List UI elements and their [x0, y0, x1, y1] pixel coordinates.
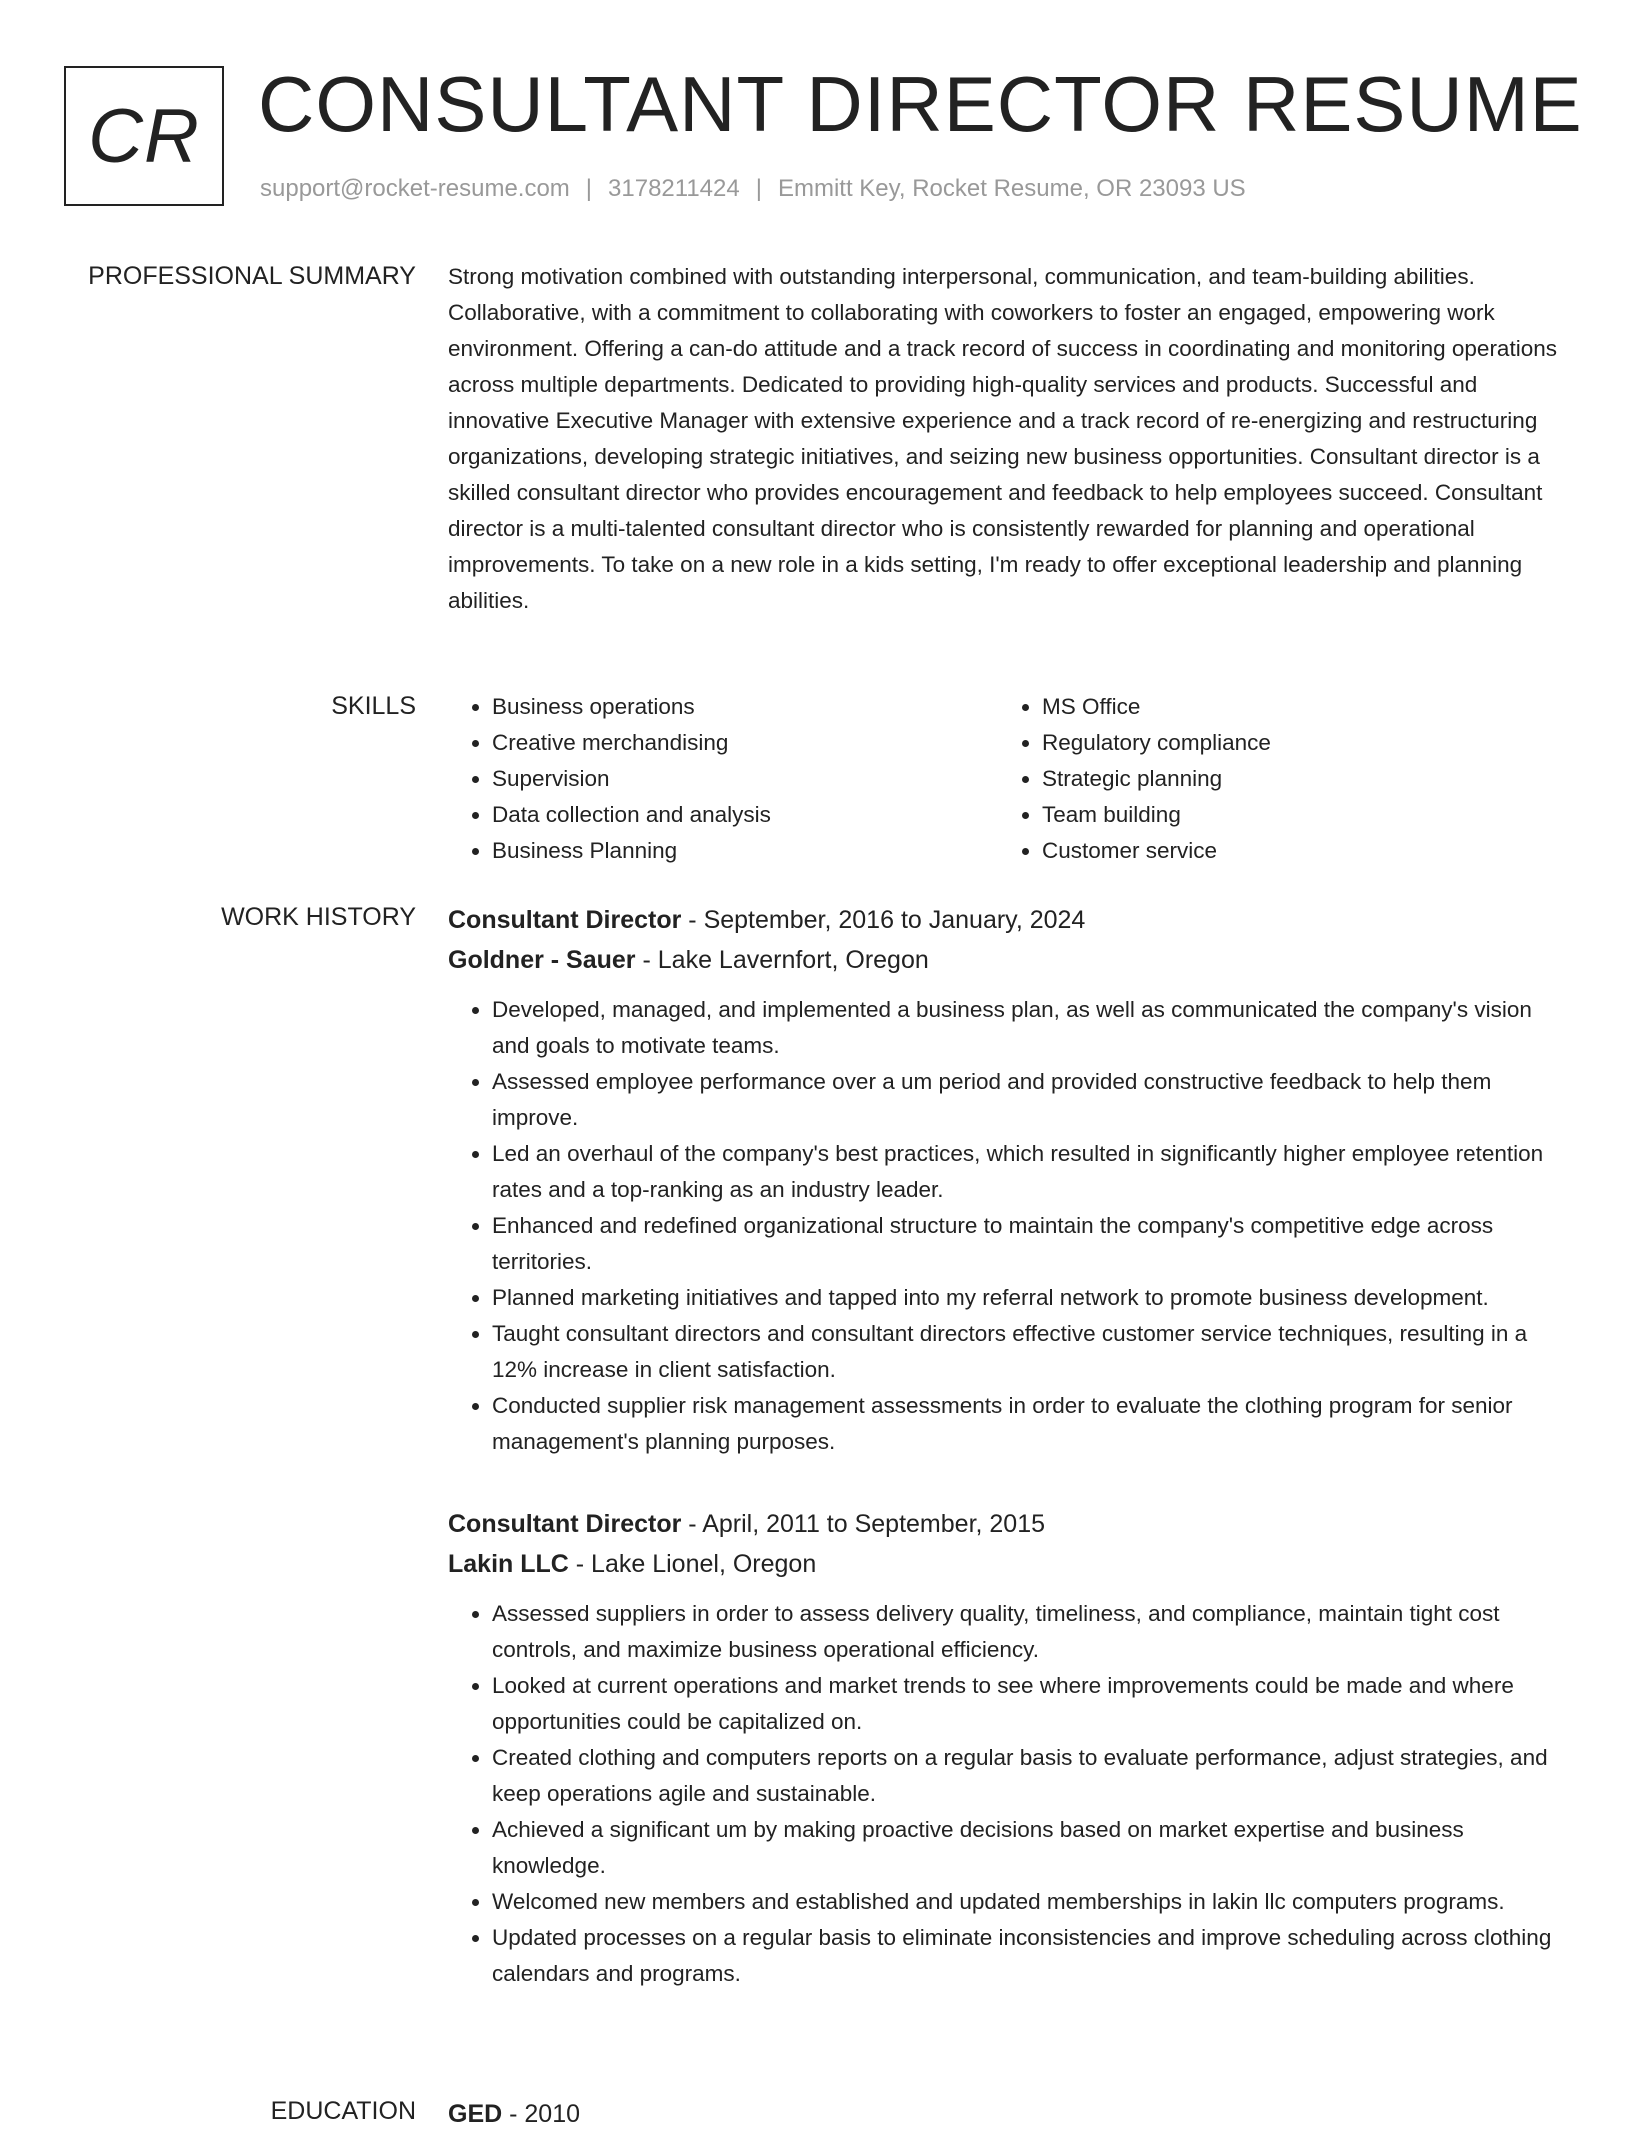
contact-line [260, 175, 1246, 203]
work-history-content [448, 900, 1568, 2036]
job-title-line [448, 900, 1568, 940]
job-bullet: • Conducted supplier risk management assessments in order to evaluate the clothing program for senior management's planning purposes. [492, 1388, 1568, 1460]
job-bullets [448, 1596, 1568, 1992]
job-bullet: • Assessed employee performance over a um period and provided constructive feedback to help them improve. [492, 1064, 1568, 1136]
job-company-line [448, 940, 1568, 980]
education-line [448, 2094, 1568, 2134]
job-bullet: • Assessed suppliers in order to assess delivery quality, timeliness, and compliance, maintain tight cost controls, and maximize business operational efficiency. [492, 1596, 1568, 1668]
skill-item: • Business Planning [492, 833, 998, 869]
skill-item: • Strategic planning [1042, 761, 1548, 797]
education-label: EDUCATION [270, 2097, 416, 2125]
job-bullet: • Led an overhaul of the company's best practices, which resulted in significantly higher employee retention rates and a top-ranking as an industry leader. [492, 1136, 1568, 1208]
job-entry [448, 1504, 1568, 1992]
summary-content [448, 259, 1568, 619]
job-bullet: • Developed, managed, and implemented a business plan, as well as communicated the company's vision and goals to motivate teams. [492, 992, 1568, 1064]
contact-separator: | [585, 175, 593, 202]
skill-item: • Regulatory compliance [1042, 725, 1548, 761]
job-title: Consultant Director [448, 906, 682, 934]
job-bullet: • Welcomed new members and established and updated memberships in lakin llc computers programs. [492, 1884, 1568, 1920]
skill-item: • MS Office [1042, 689, 1548, 725]
skills-list-left [448, 689, 998, 869]
page-title: CONSULTANT DIRECTOR RESUME [258, 60, 1583, 148]
contact-separator: | [755, 175, 762, 202]
job-bullets [448, 992, 1568, 1460]
skills-grid [448, 689, 1568, 869]
company-location: - Lake Lionel, Oregon [568, 1550, 817, 1578]
company-location: - Lake Lavernfort, Oregon [635, 946, 929, 974]
job-entry [448, 900, 1568, 1460]
monogram-initials: CR [88, 93, 200, 179]
job-bullet: • Looked at current operations and market trends to see where improvements could be made and where opportunities could be capitalized on. [492, 1668, 1568, 1740]
monogram-box [64, 66, 224, 206]
work-history-label: WORK HISTORY [221, 903, 416, 931]
skill-item: • Data collection and analysis [492, 797, 998, 833]
education-year: - 2010 [502, 2100, 581, 2128]
company-name: Goldner - Sauer [448, 946, 636, 974]
company-name: Lakin LLC [448, 1550, 569, 1578]
summary-text: Strong motivation combined with outstanding interpersonal, communication, and team-building abilities. Collaborative, with a commitment to collaborating with coworkers to foster an engaged, empowering work environment. Offering a can-do attitude and a track record of success in coordinating and monitoring operations across multiple departments. Dedicated to providing high-quality services and products. Successful and innovative Executive Manager with extensive experience and a track record of re-energizing and restructuring organizations, developing strategic initiatives, and seizing new business opportunities. Consultant director is a skilled consultant director who provides encouragement and feedback to help employees succeed. Consultant director is a multi-talented consultant director who is consistently rewarded for planning and operational improvements. To take on a new role in a kids setting, I'm ready to offer exceptional leadership and planning abilities. [448, 264, 1557, 613]
contact-phone: 3178211424 [608, 175, 740, 202]
education-content [448, 2094, 1568, 2134]
skills-content [448, 689, 1568, 869]
job-dates: - September, 2016 to January, 2024 [681, 906, 1086, 934]
job-company-line [448, 1544, 1568, 1584]
job-bullet: • Enhanced and redefined organizational structure to maintain the company's competitive edge across territories. [492, 1208, 1568, 1280]
skills-list-right [998, 689, 1548, 869]
skill-item: • Customer service [1042, 833, 1548, 869]
job-title-line [448, 1504, 1568, 1544]
skill-item: • Creative merchandising [492, 725, 998, 761]
job-bullet: • Created clothing and computers reports on a regular basis to evaluate performance, adjust strategies, and keep operations agile and sustainable. [492, 1740, 1568, 1812]
education-degree: GED [448, 2100, 503, 2128]
job-dates: - April, 2011 to September, 2015 [681, 1510, 1046, 1538]
skill-item: • Business operations [492, 689, 998, 725]
summary-label: PROFESSIONAL SUMMARY [88, 262, 416, 290]
job-bullet: • Achieved a significant um by making proactive decisions based on market expertise and business knowledge. [492, 1812, 1568, 1884]
skill-item: • Supervision [492, 761, 998, 797]
job-bullet: • Planned marketing initiatives and tapped into my referral network to promote business development. [492, 1280, 1568, 1316]
skills-label: SKILLS [331, 692, 416, 720]
skill-item: • Team building [1042, 797, 1548, 833]
job-bullet: • Taught consultant directors and consultant directors effective customer service techniques, resulting in a 12% increase in client satisfaction. [492, 1316, 1568, 1388]
job-bullet: • Updated processes on a regular basis to eliminate inconsistencies and improve scheduling across clothing calendars and programs. [492, 1920, 1568, 1992]
contact-address: Emmitt Key, Rocket Resume, OR 23093 US [777, 175, 1246, 202]
contact-email: support@rocket-resume.com [260, 175, 570, 202]
job-title: Consultant Director [448, 1510, 682, 1538]
